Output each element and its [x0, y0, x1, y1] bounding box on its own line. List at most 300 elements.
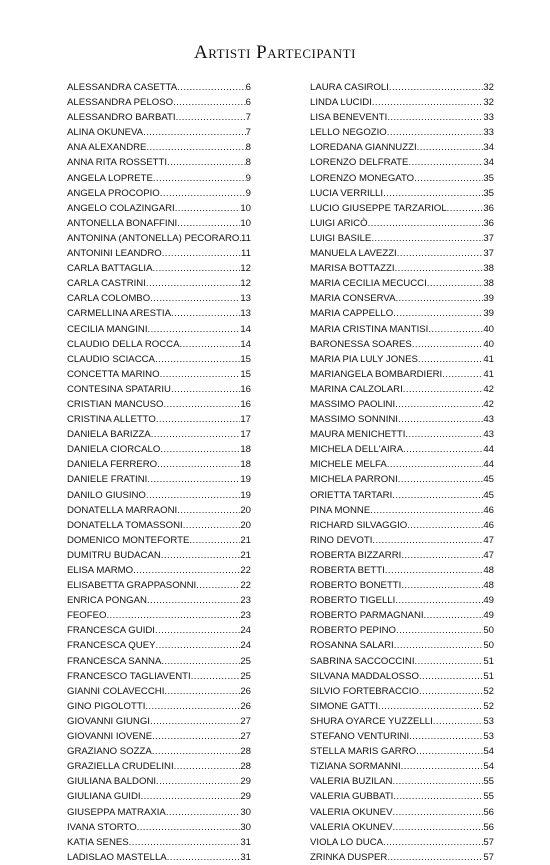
dot-leader	[167, 850, 241, 865]
artist-name: MARIA PIA LULY JONES	[310, 353, 418, 365]
artist-name: MARIA CRISTINA MANTISI	[310, 323, 429, 335]
dot-leader	[147, 593, 240, 608]
artist-name: GIOVANNI IOVENE	[67, 731, 153, 743]
index-entry	[67, 789, 251, 804]
dot-leader	[398, 412, 483, 427]
index-entry	[67, 669, 251, 684]
page-number: 35	[483, 172, 494, 184]
artist-name: ROBERTO TIGELLI	[310, 595, 396, 607]
page-number: 28	[240, 746, 251, 758]
dot-leader	[196, 578, 240, 593]
index-entry	[67, 397, 251, 412]
page-number: 30	[240, 806, 251, 818]
artist-name: CECILIA MANGINI	[67, 323, 148, 335]
dot-leader	[378, 699, 483, 714]
dot-leader	[392, 820, 483, 835]
index-entry	[67, 654, 251, 669]
artist-name: SABRINA SACCOCCINI	[310, 655, 415, 667]
index-entry	[67, 186, 251, 201]
page-number: 54	[483, 761, 494, 773]
artist-name: LINDA LUCIDI	[310, 97, 372, 109]
dot-leader	[412, 337, 483, 352]
artist-name: CLAUDIO DELLA ROCCA	[67, 338, 180, 350]
artist-name: MICHELA DELL'AIRA	[310, 444, 404, 456]
artist-name: VALERIA OKUNEV	[310, 821, 393, 833]
page-number: 43	[483, 429, 494, 441]
page-number: 45	[483, 489, 494, 501]
index-entry	[310, 382, 494, 397]
artist-name: ALINA OKUNEVA	[67, 127, 144, 139]
artist-name: VALERIA GUBBATI	[310, 791, 394, 803]
index-entry	[310, 231, 494, 246]
artist-name: GIOVANNI GIUNGI	[67, 715, 150, 727]
index-entry	[67, 427, 251, 442]
index-column-left	[67, 80, 251, 865]
dot-leader	[418, 352, 483, 367]
artist-name: TIZIANA SORMANNI	[310, 761, 401, 773]
artist-name: MAURA MENICHETTI	[310, 429, 406, 441]
artist-name: LUIGI ARICÒ	[310, 217, 368, 229]
page-number: 45	[483, 474, 494, 486]
artist-name: SHURA OYARCE YUZZELLI	[310, 715, 433, 727]
page-number: 32	[483, 82, 494, 93]
dot-leader	[387, 110, 483, 125]
page-number: 9	[245, 187, 251, 199]
artist-name: ROBERTA BIZZARRI	[310, 549, 402, 561]
index-entry	[67, 216, 251, 231]
index-entry	[67, 352, 251, 367]
artist-name: ELISABETTA GRAPPASONNI	[67, 580, 197, 592]
index-entry	[310, 820, 494, 835]
index-entry	[310, 246, 494, 261]
dot-leader	[396, 623, 483, 638]
page-number: 27	[240, 731, 251, 743]
index-entry	[310, 850, 494, 865]
dot-leader	[146, 140, 245, 155]
dot-leader	[177, 503, 240, 518]
index-entry	[67, 608, 251, 623]
dot-leader	[442, 367, 483, 382]
index-entry	[67, 382, 251, 397]
index-entry	[310, 684, 494, 699]
dot-leader	[150, 291, 240, 306]
artist-name: BARONESSA SOARES	[310, 338, 412, 350]
page-number: 13	[240, 293, 251, 305]
dot-leader	[405, 427, 483, 442]
index-entry	[67, 110, 251, 125]
page-number: 36	[483, 217, 494, 229]
page-number: 38	[483, 278, 494, 290]
dot-leader	[419, 669, 483, 684]
dot-leader	[387, 125, 484, 140]
page-number: 43	[483, 414, 494, 426]
dot-leader	[177, 216, 240, 231]
dot-leader	[408, 155, 483, 170]
artist-name: ANGELA PROCOPIO	[67, 187, 160, 199]
page-number: 12	[240, 278, 251, 290]
page-number: 56	[483, 821, 494, 833]
index-entry	[67, 155, 251, 170]
dot-leader	[398, 472, 484, 487]
index-entry	[67, 563, 251, 578]
artist-name: ROSANNA SALARI	[310, 640, 394, 652]
index-entry	[67, 246, 251, 261]
index-entry	[310, 623, 494, 638]
artist-name: FRANCESCO TAGLIAVENTI	[67, 670, 191, 682]
index-entry	[310, 322, 494, 337]
artist-name: MANUELA LAVEZZI	[310, 248, 397, 260]
dot-leader	[407, 518, 483, 533]
page-number: 52	[483, 685, 494, 697]
page-number: 16	[240, 383, 251, 395]
page-number: 49	[483, 610, 494, 622]
dot-leader	[180, 337, 241, 352]
page-number: 21	[240, 534, 251, 546]
artist-name: LISA BENEVENTI	[310, 112, 388, 124]
page-number: 39	[483, 308, 494, 320]
page-number: 34	[483, 157, 494, 169]
page-number: 46	[483, 504, 494, 516]
page-title: Artisti Partecipanti	[194, 42, 356, 63]
page-number: 21	[240, 549, 251, 561]
dot-leader	[395, 397, 483, 412]
index-entry	[310, 654, 494, 669]
index-entry	[310, 110, 494, 125]
index-entry	[310, 95, 494, 110]
index-entry	[310, 80, 494, 95]
page-number: 7	[245, 127, 251, 139]
page-number: 19	[240, 474, 251, 486]
dot-leader	[141, 789, 241, 804]
artist-name: DONATELLA TOMASSONI	[67, 519, 183, 531]
artist-name: VALERIA BUZILAN	[310, 776, 393, 788]
dot-leader	[152, 261, 240, 276]
page-number: 31	[240, 836, 251, 848]
page-number: 55	[483, 776, 494, 788]
dot-leader	[164, 684, 240, 699]
artist-name: CARMELLINA ARESTIA	[67, 308, 171, 320]
page-number: 34	[483, 142, 494, 154]
page-number: 29	[240, 776, 251, 788]
page-number: 54	[483, 746, 494, 758]
artist-name: MARIA CONSERVA	[310, 293, 396, 305]
index-entry	[310, 533, 494, 548]
page-number: 15	[240, 368, 251, 380]
artist-name: LELLO NEGOZIO	[310, 127, 387, 139]
page-number: 18	[240, 444, 251, 456]
page-number: 26	[240, 685, 251, 697]
artist-name: GRAZIELLA CRUDELINI	[67, 761, 174, 773]
page-number: 26	[240, 700, 251, 712]
page-number: 48	[483, 565, 494, 576]
page-number: 7	[245, 112, 251, 124]
artist-name: ALESSANDRA PELOSO	[67, 97, 174, 109]
artist-name: ENRICA PONGAN	[67, 595, 147, 607]
page-number: 36	[483, 202, 494, 214]
index-entry	[310, 518, 494, 533]
artist-name: DANIELA BARIZZA	[67, 429, 151, 441]
index-entry	[67, 261, 251, 276]
page-number: 50	[483, 640, 494, 652]
index-entry	[310, 789, 494, 804]
artist-name: STELLA MARIS GARRO	[310, 746, 417, 758]
index-entry	[67, 729, 251, 744]
page-number: 20	[240, 519, 251, 531]
page-number: 25	[240, 670, 251, 682]
dot-leader	[146, 488, 240, 503]
index-entry	[67, 638, 251, 653]
artist-name: LUIGI BASILE	[310, 232, 372, 244]
index-entry	[310, 503, 494, 518]
artist-name: CRISTINA ALLETTO	[67, 414, 156, 426]
page-number: 11	[241, 248, 251, 260]
index-entry	[67, 518, 251, 533]
page-number: 55	[483, 791, 494, 803]
index-entry	[67, 578, 251, 593]
dot-leader	[414, 171, 483, 186]
page-number: 11	[241, 232, 251, 244]
artist-name: FRANCESCA GUIDI	[67, 625, 155, 637]
artist-name: MARIA CAPPELLO	[310, 308, 394, 320]
artist-name: ROBERTO PARMAGNANI	[310, 610, 424, 622]
artist-name: ROBERTO BONETTI	[310, 580, 402, 592]
page-number: 32	[483, 97, 494, 109]
index-entry	[310, 171, 494, 186]
artist-name: GRAZIANO SOZZA	[67, 746, 152, 758]
artist-name: FEOFEO	[67, 610, 107, 622]
dot-leader	[401, 759, 484, 774]
page-number: 22	[240, 565, 251, 576]
dot-leader	[160, 186, 246, 201]
index-entry	[67, 684, 251, 699]
dot-leader	[389, 80, 483, 95]
index-entry	[310, 563, 494, 578]
dot-leader	[167, 155, 246, 170]
artist-name: CONCETTA MARINO	[67, 368, 160, 380]
dot-leader	[152, 729, 240, 744]
page-number: 23	[240, 595, 251, 607]
page-number: 48	[483, 580, 494, 592]
page-number: 35	[483, 187, 494, 199]
artist-name: ANTONINI LEANDRO	[67, 248, 162, 260]
index-entry	[310, 744, 494, 759]
index-entry	[310, 186, 494, 201]
artist-name: DANILO GIUSINO	[67, 489, 146, 501]
page-number: 22	[240, 580, 251, 592]
index-entry	[310, 548, 494, 563]
index-entry	[310, 367, 494, 382]
artist-name: SILVANA MADDALOSSO	[310, 670, 419, 682]
dot-leader	[171, 306, 240, 321]
dot-leader	[152, 744, 241, 759]
page-number: 8	[245, 157, 251, 169]
page-number: 10	[240, 202, 251, 214]
page-number: 51	[483, 670, 494, 682]
dot-leader	[394, 638, 484, 653]
artist-name: DONATELLA MARRAONI	[67, 504, 178, 516]
page-number: 37	[483, 232, 494, 244]
index-entry	[310, 805, 494, 820]
index-entry	[67, 231, 251, 246]
index-entry	[67, 699, 251, 714]
page-number: 49	[483, 595, 494, 607]
page-number: 8	[245, 142, 251, 154]
index-entry	[67, 140, 251, 155]
index-entry	[67, 714, 251, 729]
index-entry	[310, 759, 494, 774]
dot-leader	[447, 201, 484, 216]
dot-leader	[175, 201, 241, 216]
page-number: 40	[483, 338, 494, 350]
artist-name: MASSIMO SONNINI	[310, 414, 398, 426]
index-entry	[67, 457, 251, 472]
dot-leader	[147, 472, 240, 487]
artist-name: LORENZO MONEGATO	[310, 172, 415, 184]
dot-leader	[393, 306, 483, 321]
index-entry	[310, 412, 494, 427]
index-entry	[67, 593, 251, 608]
artist-name: ANTONELLA BONAFFINI	[67, 217, 178, 229]
artist-name: STEFANO VENTURINI	[310, 731, 410, 743]
page-number: 12	[240, 263, 251, 275]
dot-leader	[157, 457, 240, 472]
artist-name: MARIA CECILIA MECUCCI	[310, 278, 427, 290]
index-entry	[310, 457, 494, 472]
index-entry	[67, 774, 251, 789]
page-number: 15	[240, 353, 251, 365]
page-number: 31	[240, 851, 251, 863]
dot-leader	[387, 850, 483, 865]
index-entry	[310, 155, 494, 170]
dot-leader	[156, 774, 240, 789]
artist-name: CONTESINA SPATARIU	[67, 383, 171, 395]
artist-name: ANA ALEXANDRE	[67, 142, 147, 154]
index-entry	[310, 442, 494, 457]
artist-name: MICHELE MELFA	[310, 459, 387, 471]
dot-leader	[397, 246, 484, 261]
page-number: 47	[483, 534, 494, 546]
page-number: 57	[483, 836, 494, 848]
index-entry	[310, 638, 494, 653]
dot-leader	[148, 322, 241, 337]
index-entry	[67, 95, 251, 110]
artist-name: ALESSANDRA CASETTA	[67, 82, 178, 93]
artist-name: LUCIO GIUSEPPE TARZARIOL	[310, 202, 447, 214]
artist-name: GIULIANA GUIDI	[67, 791, 141, 803]
artist-name: CARLA CASTRINI	[67, 278, 146, 290]
page-number: 51	[483, 655, 494, 667]
artist-name: LOREDANA GIANNUZZI	[310, 142, 417, 154]
page-number: 38	[483, 263, 494, 275]
dot-leader	[395, 261, 484, 276]
dot-leader	[146, 276, 240, 291]
artist-name: ANGELA LOPRETE	[67, 172, 153, 184]
artist-name: ELISA MARMO	[67, 565, 134, 576]
page-number: 40	[483, 323, 494, 335]
index-entry	[310, 699, 494, 714]
page-number: 6	[245, 82, 251, 93]
artist-name: DOMENICO MONTEFORTE	[67, 534, 190, 546]
artist-name: MARISA BOTTAZZI	[310, 263, 395, 275]
dot-leader	[417, 140, 484, 155]
dot-leader	[385, 563, 484, 578]
dot-leader	[409, 729, 483, 744]
artist-name: IVANA STORTO	[67, 821, 137, 833]
index-entry	[67, 171, 251, 186]
artist-name: ROBERTA BETTI	[310, 565, 385, 576]
index-entry	[67, 759, 251, 774]
page-number: 41	[483, 368, 494, 380]
artist-name: MASSIMO PAOLINI	[310, 398, 396, 410]
index-entry	[67, 125, 251, 140]
artist-name: ROBERTO PEPINO	[310, 625, 397, 637]
artist-name: GIANNI COLAVECCHI	[67, 685, 165, 697]
artist-name: MICHELA PARRONI	[310, 474, 398, 486]
dot-leader	[403, 442, 483, 457]
index-entry	[310, 729, 494, 744]
page-number: 10	[240, 217, 251, 229]
dot-leader	[133, 563, 240, 578]
index-entry	[310, 608, 494, 623]
dot-leader	[189, 533, 240, 548]
page-number: 33	[483, 127, 494, 139]
artist-name: MARIANGELA BOMBARDIERI	[310, 368, 443, 380]
dot-leader	[145, 699, 240, 714]
page-number: 6	[245, 97, 251, 109]
page-number: 14	[240, 323, 251, 335]
dot-leader	[191, 669, 241, 684]
page-number: 53	[483, 731, 494, 743]
artist-name: GIULIANA BALDONI	[67, 776, 157, 788]
page-number: 42	[483, 398, 494, 410]
dot-leader	[174, 759, 241, 774]
dot-leader	[392, 805, 483, 820]
artist-name: KATIA SENES	[67, 836, 129, 848]
artist-name: GIUSEPPA MATRAXIA	[67, 806, 166, 818]
dot-leader	[177, 80, 245, 95]
dot-leader	[183, 518, 241, 533]
index-entry	[67, 276, 251, 291]
dot-leader	[403, 382, 484, 397]
index-entry	[67, 503, 251, 518]
index-entry	[310, 427, 494, 442]
dot-leader	[401, 578, 483, 593]
index-entry	[310, 714, 494, 729]
index-entry	[310, 125, 494, 140]
dot-leader	[162, 246, 241, 261]
artist-name: LUCIA VERRILLI	[310, 187, 384, 199]
index-entry	[67, 291, 251, 306]
artist-name: ANGELO COLAZINGARI	[67, 202, 175, 214]
page-number: 16	[240, 398, 251, 410]
dot-leader	[161, 548, 241, 563]
index-entry	[67, 201, 251, 216]
index-entry	[310, 216, 494, 231]
artist-name: DANIELE FRATINI	[67, 474, 148, 486]
index-entry	[310, 140, 494, 155]
dot-leader	[156, 412, 240, 427]
artist-name: DANIELA FERRERO	[67, 459, 158, 471]
page-number: 18	[240, 459, 251, 471]
artist-name: LADISLAO MASTELLA	[67, 851, 167, 863]
index-entry	[310, 337, 494, 352]
index-entry	[67, 337, 251, 352]
artist-name: CRISTIAN MANCUSO	[67, 398, 164, 410]
index-entry	[310, 261, 494, 276]
page-number: 41	[483, 353, 494, 365]
index-entry	[67, 533, 251, 548]
dot-leader	[156, 638, 241, 653]
